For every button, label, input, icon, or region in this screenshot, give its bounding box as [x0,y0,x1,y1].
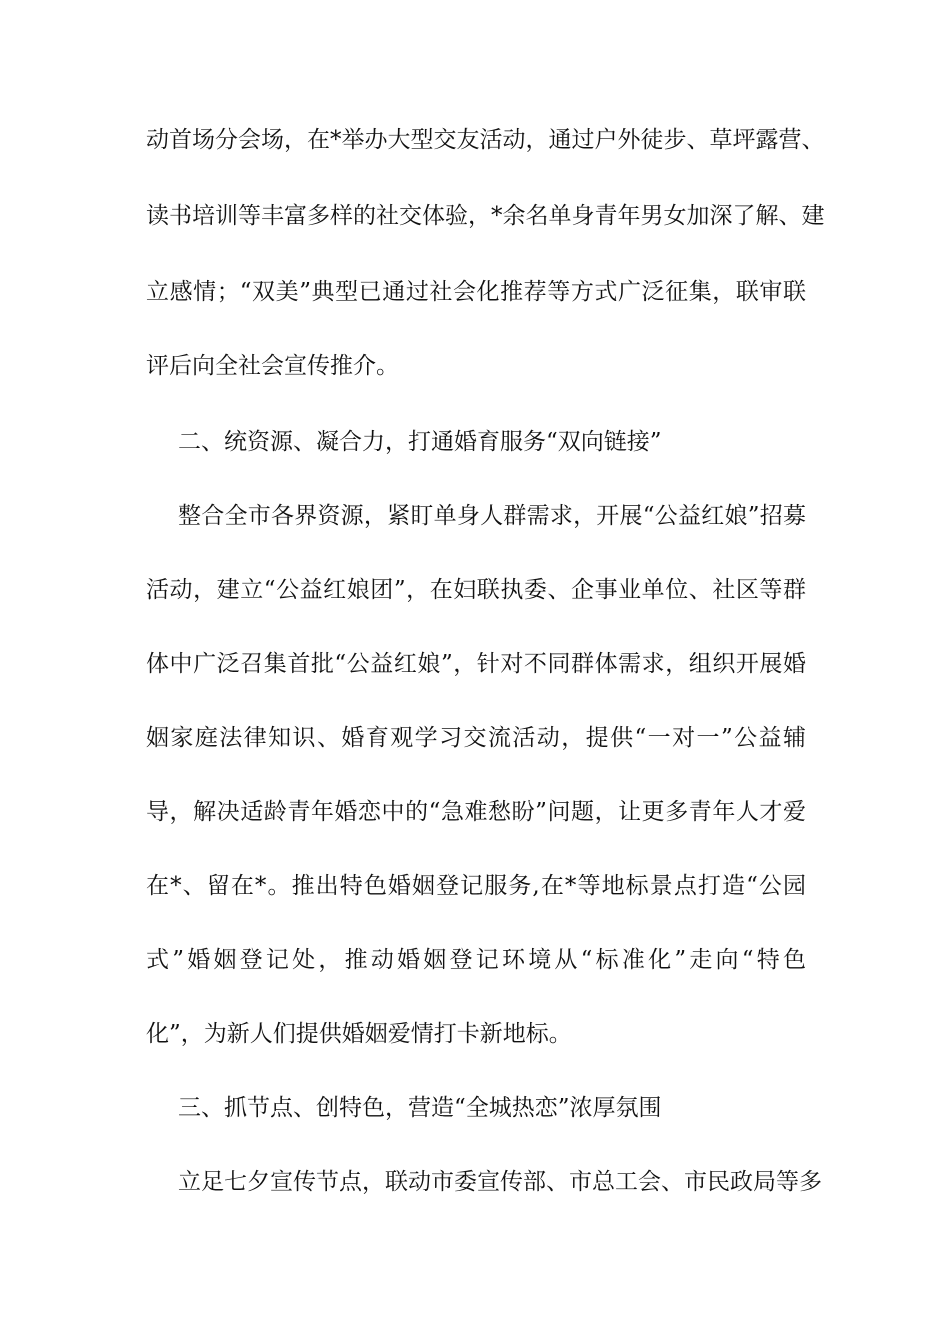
paragraph-line: 评后向全社会宣传推介。 [146,353,399,379]
paragraph-line: 在*、留在*。推出特色婚姻登记服务,在*等地标景点打造“公园 [146,873,806,899]
paragraph-line: 活动，建立“公益红娘团”，在妇联执委、企事业单位、社区等群 [146,577,806,603]
paragraph-line: 导，解决适龄青年婚恋中的“急难愁盼”问题，让更多青年人才爱 [146,799,806,825]
paragraph-line: 化”，为新人们提供婚姻爱情打卡新地标。 [146,1021,572,1047]
paragraph-line: 立感情；“双美”典型已通过社会化推荐等方式广泛征集，联审联 [146,279,806,305]
section-heading-3: 三、抓节点、创特色，营造“全城热恋”浓厚氛围 [178,1095,662,1121]
paragraph-line: 姻家庭法律知识、婚育观学习交流活动，提供“一对一”公益辅 [146,725,806,751]
paragraph-line: 体中广泛召集首批“公益红娘”，针对不同群体需求，组织开展婚 [146,651,806,677]
paragraph-line: 动首场分会场，在*举办大型交友活动，通过户外徒步、草坪露营、 [146,127,825,153]
section-heading-2: 二、统资源、凝合力，打通婚育服务“双向链接” [178,429,662,455]
paragraph-line: 立足七夕宣传节点，联动市委宣传部、市总工会、市民政局等多 [178,1169,822,1195]
paragraph-line: 读书培训等丰富多样的社交体验，*余名单身青年男女加深了解、建 [146,203,825,229]
paragraph-line: 整合全市各界资源，紧盯单身人群需求，开展“公益红娘”招募 [178,503,806,529]
paragraph-line: 式”婚姻登记处，推动婚姻登记环境从“标准化”走向“特色 [146,947,806,973]
